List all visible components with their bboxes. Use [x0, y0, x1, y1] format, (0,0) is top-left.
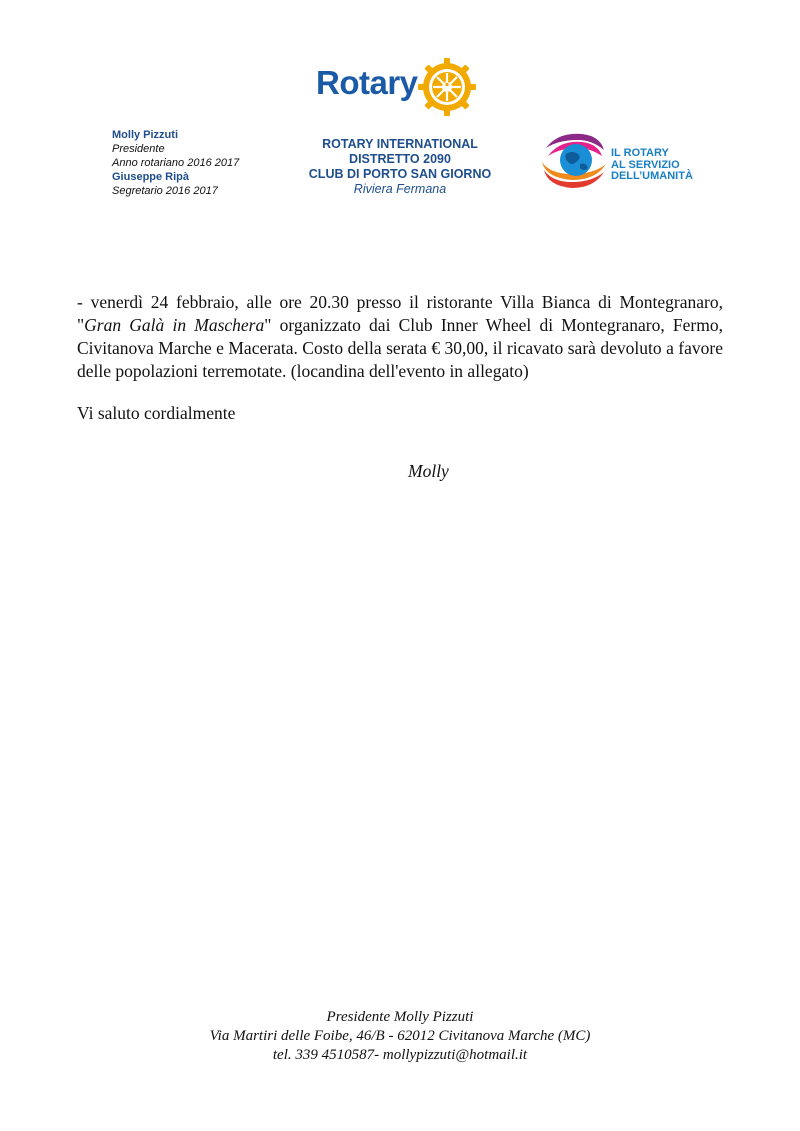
theme-text — [611, 148, 693, 183]
footer-line-2: Via Martiri delle Foibe, 46/B - 62012 Civitanova Marche (MC) — [209, 1028, 591, 1044]
footer — [150, 1008, 650, 1065]
club-block — [270, 137, 530, 197]
signature: Molly — [408, 461, 449, 481]
rotary-logo-wordmark: Rotary — [316, 64, 418, 101]
greeting: Vi saluto cordialmente — [77, 403, 236, 423]
rotary-wheel-icon — [417, 57, 477, 117]
secretary-role: Segretario 2016 2017 — [112, 185, 218, 197]
footer-line-1: Presidente Molly Pizzuti — [326, 1009, 474, 1025]
president-year: Anno rotariano 2016 2017 — [112, 157, 240, 169]
para-suffix: " organizzato dai Club Inner Wheel di Montegranaro, Fermo, Civitanova Marche e Macerata. Costo della serata € 30,00, il ricavato sarà devoluto a favore delle popolazioni terremotate. (locandina dell'evento in allegato) — [77, 315, 723, 381]
club-line-3: CLUB DI PORTO SAN GIORNO — [308, 167, 492, 181]
theme-line-1: IL ROTARY — [611, 147, 669, 159]
president-role: Presidente — [112, 143, 165, 155]
theme-line-3: DELL’UMANITÀ — [611, 170, 693, 182]
secretary-name: Giuseppe Ripà — [112, 171, 190, 183]
club-line-4: Riviera Fermana — [353, 182, 447, 196]
club-line-2: DISTRETTO 2090 — [349, 152, 451, 166]
theme-line-2: AL SERVIZIO — [611, 158, 680, 171]
footer-line-3: tel. 339 4510587- mollypizzuti@hotmail.it — [272, 1047, 528, 1063]
theme-globe-icon — [538, 128, 610, 194]
para-prefix: - venerdì 24 febbraio, alle ore 20.30 presso il ristorante Villa Bianca di Montegranaro, " — [77, 292, 723, 335]
officers-block — [112, 128, 239, 198]
event-title: Gran Galà in Maschera — [84, 315, 265, 335]
event-paragraph — [77, 291, 723, 383]
president-name: Molly Pizzuti — [112, 129, 178, 141]
club-line-1: ROTARY INTERNATIONAL — [322, 137, 478, 151]
